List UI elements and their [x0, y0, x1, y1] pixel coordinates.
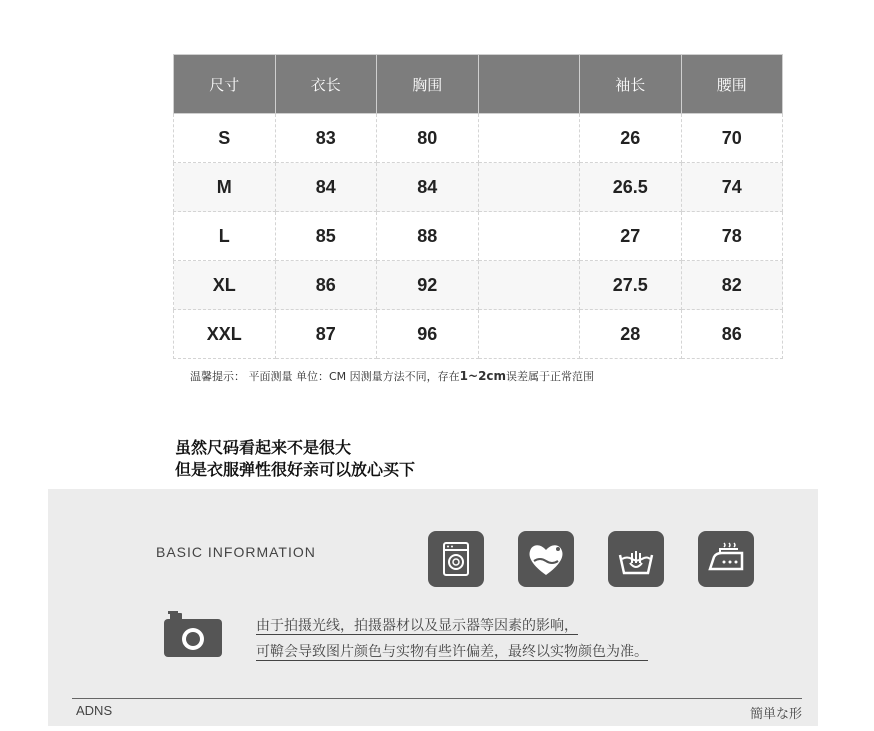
header-length: 衣长: [275, 55, 377, 114]
cell-waist: 70: [681, 114, 783, 163]
measurement-note: [190, 368, 594, 384]
cell-sleeve: 27: [580, 212, 682, 261]
cell-sleeve: 26: [580, 114, 682, 163]
iron-icon: [698, 531, 754, 587]
cell-bust: 96: [377, 310, 479, 359]
camera-icon: [162, 609, 224, 659]
brand-left: ADNS: [76, 703, 113, 718]
header-blank: [478, 55, 580, 114]
size-table: [173, 54, 783, 359]
table-row: [174, 310, 783, 359]
header-size: 尺寸: [174, 55, 276, 114]
cell-waist: 74: [681, 163, 783, 212]
basic-information-title: BASIC INFORMATION: [156, 544, 316, 560]
table-row: [174, 163, 783, 212]
cell-length: 83: [275, 114, 377, 163]
basic-information-panel: [48, 489, 818, 726]
slogan-line-2: 但是衣服弹性很好亲可以放心买下: [175, 460, 416, 479]
hand-wash-icon: [518, 531, 574, 587]
cropped-top-text: [230, 0, 770, 6]
cell-length: 87: [275, 310, 377, 359]
cell-waist: 82: [681, 261, 783, 310]
cell-size: M: [174, 163, 276, 212]
size-table-header: [174, 55, 783, 114]
footer-divider: [72, 698, 802, 699]
wash-basin-icon: [608, 531, 664, 587]
header-bust: 胸围: [377, 55, 479, 114]
cell-bust: 92: [377, 261, 479, 310]
cell-length: 86: [275, 261, 377, 310]
cell-blank: [478, 163, 580, 212]
cell-length: 84: [275, 163, 377, 212]
cell-sleeve: 27.5: [580, 261, 682, 310]
cell-sleeve: 26.5: [580, 163, 682, 212]
table-row: [174, 114, 783, 163]
cell-size: L: [174, 212, 276, 261]
disclaimer-line-1: 由于拍摄光线，拍摄器材以及显示器等因素的影响，: [256, 618, 578, 634]
slogan: [175, 437, 415, 481]
brand-right: 簡単な形: [749, 707, 802, 722]
color-disclaimer: [256, 613, 648, 665]
cell-waist: 78: [681, 212, 783, 261]
washing-machine-icon: [428, 531, 484, 587]
cell-waist: 86: [681, 310, 783, 359]
note-range: 1~2cm: [459, 369, 507, 383]
cell-size: XL: [174, 261, 276, 310]
note-suffix: 误差属于正常范围: [506, 370, 595, 383]
slogan-line-1: 虽然尺码看起来不是很大: [175, 438, 352, 457]
cell-size: XXL: [174, 310, 276, 359]
cell-bust: 80: [377, 114, 479, 163]
cell-blank: [478, 114, 580, 163]
disclaimer-line-2: 可鞥会导致图片颜色与实物有些许偏差，最终以实物颜色为准。: [256, 644, 648, 660]
table-row: [174, 261, 783, 310]
table-row: [174, 212, 783, 261]
cell-blank: [478, 310, 580, 359]
cell-blank: [478, 261, 580, 310]
cell-sleeve: 28: [580, 310, 682, 359]
cell-bust: 84: [377, 163, 479, 212]
cell-blank: [478, 212, 580, 261]
cell-length: 85: [275, 212, 377, 261]
header-sleeve: 袖长: [580, 55, 682, 114]
cell-bust: 88: [377, 212, 479, 261]
note-prefix: 温馨提示： 平面测量 单位：CM 因测量方法不同，存在: [190, 370, 460, 383]
header-waist: 腰围: [681, 55, 783, 114]
cell-size: S: [174, 114, 276, 163]
